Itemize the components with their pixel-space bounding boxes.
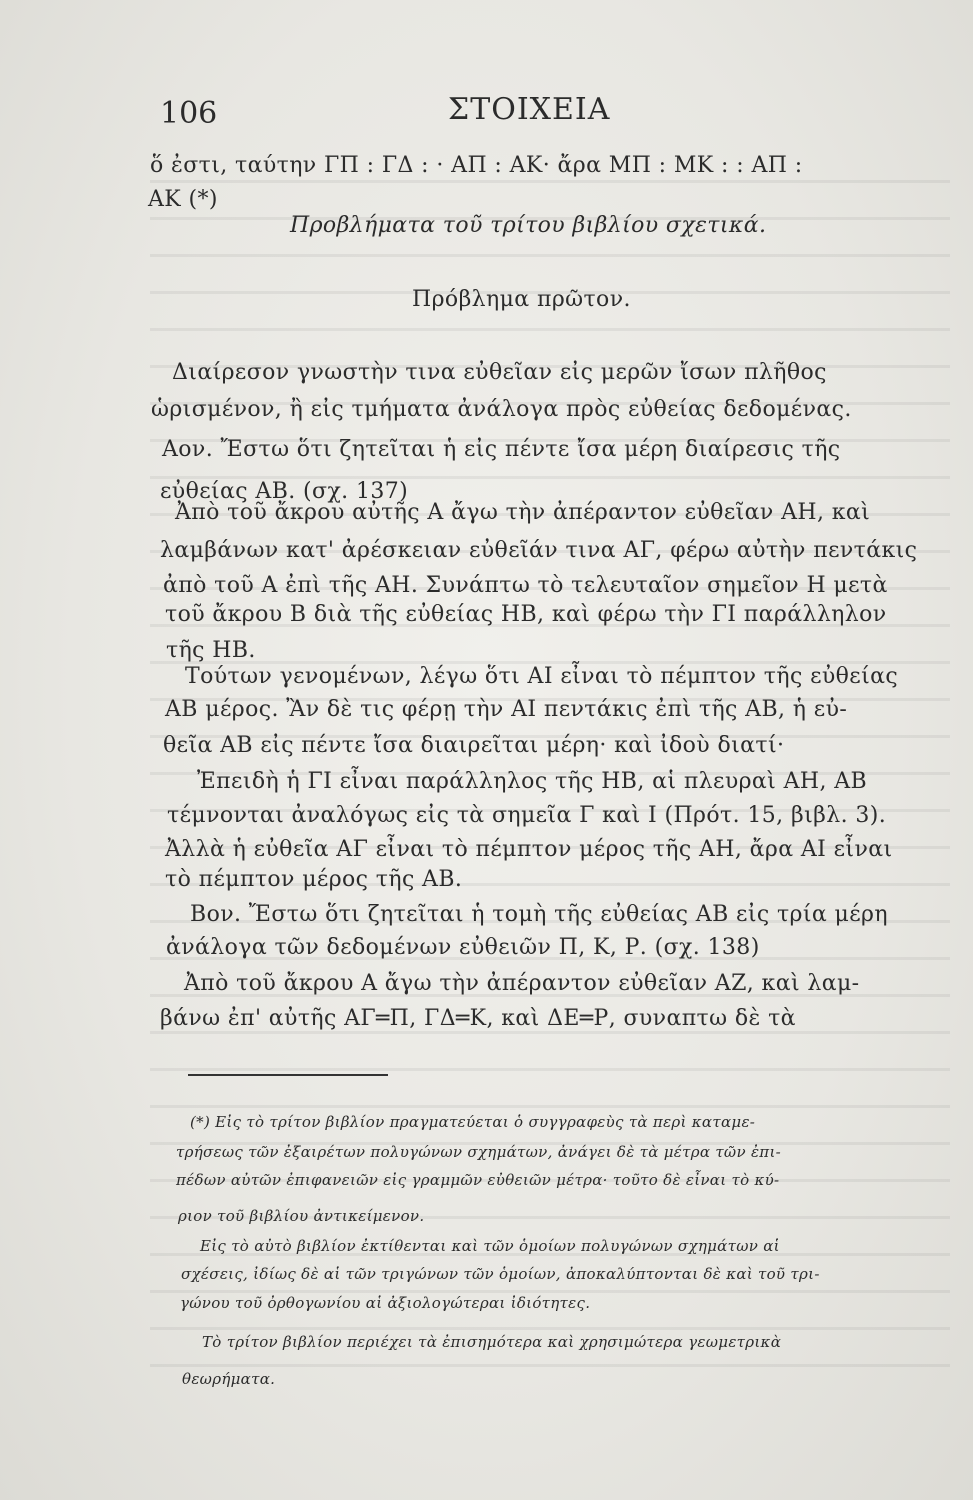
body-line: τέμνονται ἀναλόγως εἰς τὰ σημεῖα Γ καὶ Ι (Πρότ. 15, βιβλ. 3).	[167, 803, 887, 828]
body-line: Τούτων γενομένων, λέγω ὅτι ΑΙ εἶναι τὸ πέμπτον τῆς εὐθείας	[185, 664, 899, 689]
body-line: ὅ ἐστι, ταύτην ΓΠ : ΓΔ : · ΑΠ : ΑΚ· ἄρα ΜΠ : ΜΚ : : ΑΠ :	[150, 153, 803, 178]
body-line: Ἀπὸ τοῦ ἄκρου Α ἄγω τὴν ἀπέραντον εὐθεῖαν ΑΖ, καὶ λαμ-	[184, 971, 860, 996]
problem-heading: Πρόβλημα πρῶτον.	[412, 287, 631, 312]
footnote-line: πέδων αὐτῶν ἐπιφανειῶν εἰς γραμμῶν εὐθειῶν μέτρα· τοῦτο δὲ εἶναι τὸ κύ-	[176, 1171, 780, 1189]
body-line: Ἐπειδὴ ἡ ΓΙ εἶναι παράλληλος τῆς ΗΒ, αἱ πλευραὶ ΑΗ, ΑΒ	[197, 769, 868, 794]
footnote-rule	[188, 1074, 388, 1076]
footnote-line: σχέσεις, ἰδίως δὲ αἱ τῶν τριγώνων τῶν ὁμοίων, ἀποκαλύπτονται δὲ καὶ τοῦ τρι-	[181, 1265, 820, 1283]
body-line: τοῦ ἄκρου Β διὰ τῆς εὐθείας ΗΒ, καὶ φέρω τὴν ΓΙ παράλληλον	[165, 602, 887, 627]
body-line: ΑΚ (*)	[148, 187, 218, 212]
body-line: Βον. Ἔστω ὅτι ζητεῖται ἡ τομὴ τῆς εὐθείας ΑΒ εἰς τρία μέρη	[190, 902, 888, 927]
footnote-line: Εἰς τὸ αὐτὸ βιβλίον ἐκτίθενται καὶ τῶν ὁμοίων πολυγώνων σχημάτων αἱ	[200, 1237, 780, 1255]
body-line: Ἀλλὰ ἡ εὐθεῖα ΑΓ εἶναι τὸ πέμπτον μέρος τῆς ΑΗ, ἄρα ΑΙ εἶναι	[165, 837, 893, 862]
running-title: ΣΤΟΙΧΕΙΑ	[448, 92, 611, 127]
body-line: ἀπὸ τοῦ Α ἐπὶ τῆς ΑΗ. Συνάπτω τὸ τελευταῖον σημεῖον Η μετὰ	[163, 573, 888, 598]
body-line: βάνω ἐπ' αὐτῆς ΑΓ═Π, ΓΔ═Κ, καὶ ΔΕ═Ρ, συναπτω δὲ τὰ	[160, 1006, 796, 1031]
footnote-line: ριον τοῦ βιβλίου ἀντικείμενον.	[178, 1207, 425, 1225]
footnote-line: γώνου τοῦ ὀρθογωνίου αἱ ἀξιολογώτεραι ἰδιότητες.	[180, 1294, 591, 1312]
body-line: ΑΒ μέρος. Ἂν δὲ τις φέρῃ τὴν ΑΙ πεντάκις ἐπὶ τῆς ΑΒ, ἡ εὐ-	[165, 697, 848, 722]
section-heading: Προβλήματα τοῦ τρίτου βιβλίου σχετικά.	[290, 213, 767, 238]
footnote-line: τρήσεως τῶν ἐξαιρέτων πολυγώνων σχημάτων, ἀνάγει δὲ τὰ μέτρα τῶν ἐπι-	[176, 1143, 782, 1161]
body-line: τῆς ΗΒ.	[166, 638, 256, 663]
problem-statement-line: ὡρισμένον, ἢ εἰς τμήματα ἀνάλογα πρὸς εὐθείας δεδομένας.	[151, 397, 852, 422]
footnote-line: Τὸ τρίτον βιβλίον περιέχει τὰ ἐπισημότερα καὶ χρησιμώτερα γεωμετρικὰ	[202, 1333, 782, 1351]
page-number: 106	[160, 96, 218, 131]
body-line: ἀνάλογα τῶν δεδομένων εὐθειῶν Π, Κ, Ρ. (σχ. 138)	[166, 935, 760, 960]
body-line: Ἀπὸ τοῦ ἄκρου αὐτῆς Α ἄγω τὴν ἀπέραντον εὐθεῖαν ΑΗ, καὶ	[175, 500, 871, 525]
body-line: εὐθείας ΑΒ. (σχ. 137)	[160, 479, 409, 504]
body-line: θεῖα ΑΒ εἰς πέντε ἴσα διαιρεῖται μέρη· καὶ ἰδοὺ διατί·	[163, 733, 785, 758]
body-line: τὸ πέμπτον μέρος τῆς ΑΒ.	[165, 867, 463, 892]
body-line: Αον. Ἔστω ὅτι ζητεῖται ἡ εἰς πέντε ἴσα μέρη διαίρεσις τῆς	[162, 437, 841, 462]
footnote-line: (*) Εἰς τὸ τρίτον βιβλίον πραγματεύεται ὁ συγγραφεὺς τὰ περὶ καταμε-	[190, 1113, 756, 1131]
problem-statement-line: Διαίρεσον γνωστὴν τινα εὐθεῖαν εἰς μερῶν ἴσων πλῆθος	[172, 360, 827, 385]
footnote-line: θεωρήματα.	[182, 1370, 276, 1388]
body-line: λαμβάνων κατ' ἀρέσκειαν εὐθεῖάν τινα ΑΓ, φέρω αὐτὴν πεντάκις	[160, 538, 918, 563]
